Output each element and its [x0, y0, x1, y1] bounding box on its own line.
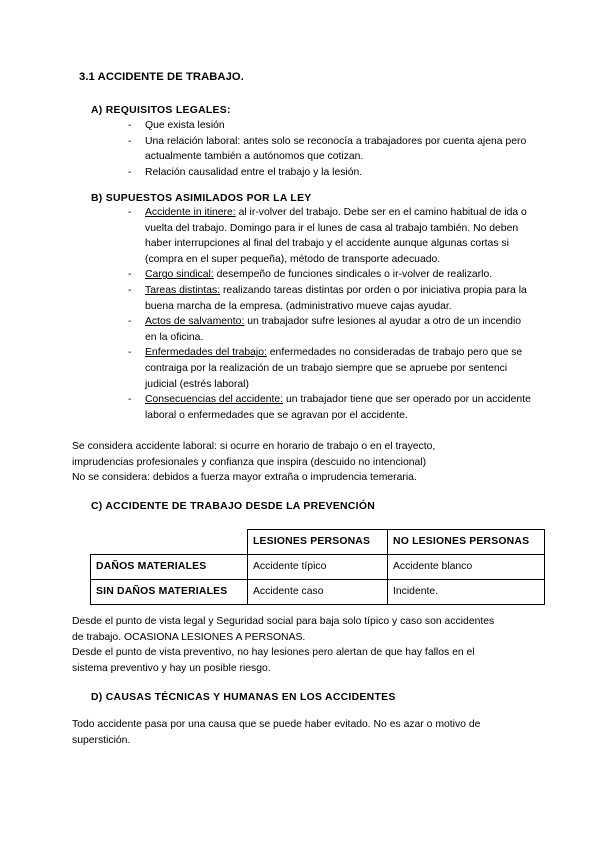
- table-cell: Incidente.: [388, 580, 545, 605]
- section-a-list: [128, 118, 533, 180]
- list-item: [128, 267, 533, 283]
- item-term: Enfermedades del trabajo:: [145, 347, 267, 359]
- list-item: [128, 392, 533, 423]
- table-cell: Accidente blanco: [388, 555, 545, 580]
- paragraph-line: de trabajo. OCASIONA LESIONES A PERSONAS.: [72, 631, 306, 643]
- item-term: Tareas distintas:: [145, 284, 221, 296]
- table-header-row: [91, 530, 545, 555]
- item-term: Consecuencias del accidente:: [145, 394, 284, 406]
- item-text: enfermedades no consideradas de trabajo pero que se contraiga por la realización de un trabajo siempre que se apruebe por sentenci judicial (estrés laboral): [145, 347, 523, 390]
- paragraph-line: Desde el punto de vista legal y Seguridad social para baja solo típico y caso son accidentes: [72, 616, 495, 627]
- paragraph-line: imprudencias profesionales y confianza que inspira (descuido no intencional): [72, 456, 427, 468]
- section-b-list: [128, 205, 533, 423]
- list-item: - Una relación laboral: antes solo se reconocía a trabajadores por cuenta ajena pero actualmente también a autónomos que cotizan.: [128, 134, 533, 165]
- table-row: [91, 555, 545, 580]
- table-header-lesiones: LESIONES PERSONAS: [248, 530, 388, 555]
- list-item: [128, 314, 533, 345]
- prevention-paragraph: [72, 614, 542, 676]
- list-item: [128, 283, 533, 314]
- table-cell: Accidente típico: [248, 555, 388, 580]
- paragraph-line: No se considera: debidos a fuerza mayor extraña o imprudencia temeraria.: [72, 472, 417, 484]
- paragraph-line: superstición.: [72, 734, 131, 746]
- causes-paragraph: [72, 717, 542, 748]
- list-item: - Que exista lesión: [128, 118, 533, 134]
- section-b-heading: B) SUPUESTOS ASIMILADOS POR LA LEY: [91, 193, 312, 204]
- section-a-heading: A) REQUISITOS LEGALES:: [91, 105, 231, 116]
- list-item: - Relación causalidad entre el trabajo y la lesión.: [128, 165, 533, 181]
- accident-definition-paragraph: [72, 439, 532, 486]
- paragraph-line: Todo accidente pasa por una causa que se puede haber evitado. No es azar o motivo de: [72, 719, 481, 730]
- list-item: [128, 345, 533, 392]
- item-text: un trabajador tiene que ser operado por un accidente laboral o enfermedades que se agravan por el accidente.: [145, 394, 531, 421]
- paragraph-line: sistema preventivo y hay un posible riesgo.: [72, 662, 271, 674]
- item-term: Accidente in itinere:: [145, 207, 236, 218]
- table-row-label: SIN DAÑOS MATERIALES: [91, 580, 248, 605]
- section-d-heading: D) CAUSAS TÉCNICAS Y HUMANAS EN LOS ACCIDENTES: [91, 692, 396, 703]
- item-term: Cargo sindical:: [145, 269, 214, 281]
- paragraph-line: Desde el punto de vista preventivo, no hay lesiones pero alertan de que hay fallos en el: [72, 647, 475, 659]
- prevention-matrix-table: [90, 529, 545, 605]
- table-row-label: DAÑOS MATERIALES: [91, 555, 248, 580]
- document-title: 3.1 ACCIDENTE DE TRABAJO.: [79, 71, 244, 83]
- item-term: Actos de salvamento:: [145, 316, 245, 328]
- table-header-no-lesiones: NO LESIONES PERSONAS: [388, 530, 545, 555]
- paragraph-line: Se considera accidente laboral: si ocurre en horario de trabajo o en el trayecto,: [72, 441, 436, 452]
- item-text: un trabajador sufre lesiones al ayudar a otro de un incendio en la oficina.: [145, 316, 522, 343]
- item-text: realizando tareas distintas por orden o por iniciativa propia para la buena marcha de la empresa. (administrativo mueve cajas ayudar.: [145, 284, 527, 312]
- item-text: al ir-volver del trabajo. Debe ser en el camino habitual de ida o vuelta del trabajo. Domingo para ir el lunes de casa al trabajo también. No deben haber interrupciones al final del trabajo y el accidente aunque algunas cortas si (compra en el super pequeña), método de transporte adecuado.: [145, 207, 527, 265]
- list-item: [128, 205, 533, 267]
- table-row: [91, 580, 545, 605]
- item-text: desempeño de funciones sindicales o ir-volver de realizarlo.: [213, 269, 493, 281]
- table-cell: Accidente caso: [248, 580, 388, 605]
- table-empty-cell: [91, 530, 248, 555]
- section-c-heading: C) ACCIDENTE DE TRABAJO DESDE LA PREVENCIÓN: [91, 501, 376, 512]
